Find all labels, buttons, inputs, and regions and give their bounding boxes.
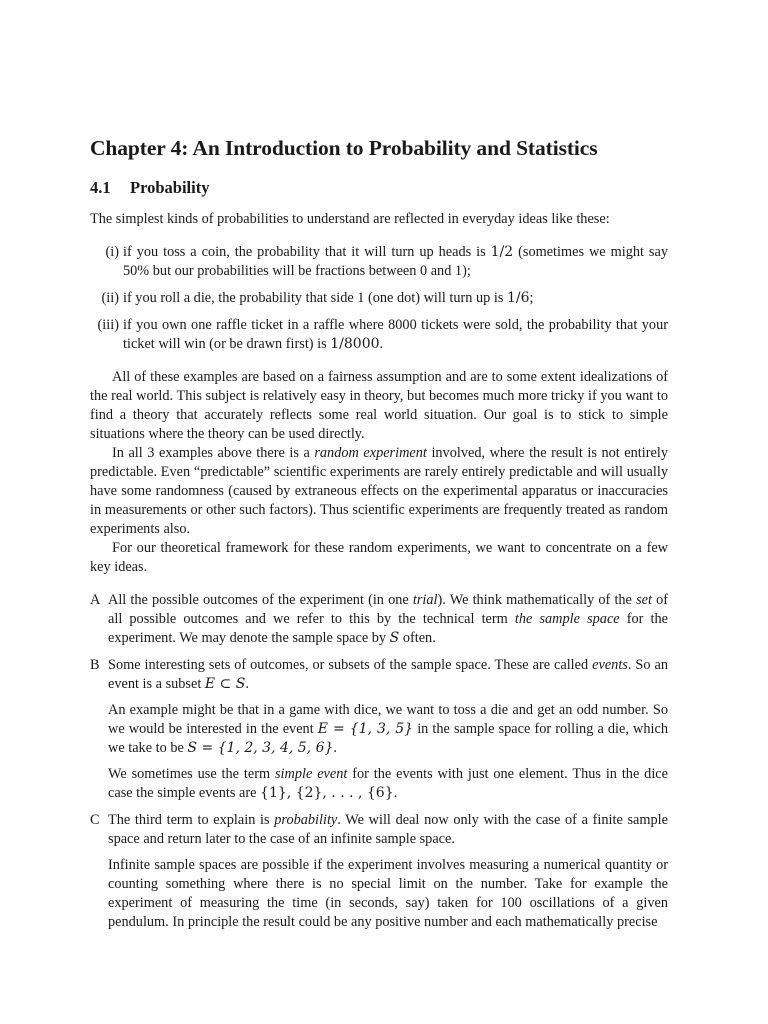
list-marker: (iii) (97, 317, 119, 333)
list-item (90, 243, 668, 281)
body-text (90, 210, 668, 940)
item-paragraph (108, 811, 668, 849)
emphasis-term: events (592, 657, 628, 673)
item-text: . (379, 336, 384, 352)
section-number: 4.1 (90, 178, 111, 197)
emphasis-term: probability (274, 812, 338, 828)
list-item (90, 289, 668, 308)
item-text: . (393, 785, 398, 801)
item-text: often. (399, 630, 436, 646)
section-heading (90, 178, 209, 198)
paragraph-framework: For our theoretical framework for these random experiments, we want to concentrate on a few key ideas. (90, 540, 668, 575)
item-text: An example might be that in a game with dice, we want to toss a die and get an odd number. So we would be interested in the event (108, 702, 668, 737)
list-item-a (90, 591, 668, 648)
item-text: . (245, 676, 249, 692)
item-text: We sometimes use the term (108, 766, 275, 782)
math-expression: S = {1, 2, 3, 4, 5, 6} (187, 740, 334, 756)
item-text: for the events with just one element. Thus in the dice case the simple events are (108, 766, 668, 801)
math-fraction: 1/8000 (330, 336, 380, 352)
item-text: in the sample space for rolling a die, which we take to be (108, 721, 668, 756)
math-expression: E = {1, 3, 5} (317, 721, 414, 737)
paragraph-fairness: All of these examples are based on a fairness assumption and are to some extent idealizations of the real world. This subject is relatively easy in theory, but becomes much more tricky if you want to find a theory that accurately reflects some real world situation. Our goal is to stick to simple situations where the theory can be used directly. (90, 369, 668, 442)
item-text: The third term to explain is (108, 812, 275, 828)
math-symbol: S (389, 630, 400, 646)
item-text: All the possible outcomes of the experiment (in one (108, 592, 413, 608)
item-text: for the experiment. We may denote the sample space by (108, 611, 668, 646)
item-text: ). We think mathematically of the (437, 592, 637, 608)
math-fraction: 1/2 (490, 244, 514, 260)
list-marker: (i) (105, 244, 119, 260)
list-marker: A (90, 592, 101, 608)
list-marker: B (90, 657, 100, 673)
item-text: . (333, 740, 337, 756)
emphasis-term: trial (412, 592, 438, 608)
paragraph-random-experiment (90, 444, 668, 539)
item-text: of all possible outcomes and we refer to this by the technical term (108, 592, 669, 627)
item-subparagraph (108, 765, 668, 803)
chapter-title: Chapter 4: An Introduction to Probability and Statistics (90, 136, 598, 160)
item-text: if you roll a die, the probability that side 1 (one dot) will turn up is (123, 290, 507, 306)
emphasis-term: random experiment (314, 445, 427, 461)
section-title: Probability (130, 178, 210, 197)
list-marker: C (90, 812, 100, 828)
item-text: if you own one raffle ticket in a raffle where 8000 tickets were sold, the probability that your ticket will win (or be drawn first) is (123, 317, 668, 352)
list-item-b (90, 656, 668, 803)
item-text: ; (529, 290, 534, 306)
list-marker: (ii) (101, 290, 119, 306)
emphasis-term: set (636, 592, 652, 608)
intro-paragraph: The simplest kinds of probabilities to understand are reflected in everyday ideas like these: (90, 211, 610, 227)
item-text: (sometimes we might say 50% but our probabilities will be fractions between 0 and 1); (123, 244, 668, 279)
item-subparagraph (108, 701, 668, 758)
list-item-c (90, 811, 668, 932)
examples-list (90, 243, 668, 354)
math-fraction: 1/6 (506, 290, 530, 306)
paragraph-text: In all 3 examples above there is a (112, 445, 315, 461)
emphasis-term: the sample space (514, 611, 620, 627)
math-expression: E ⊂ S (204, 676, 246, 692)
item-paragraph (108, 656, 668, 694)
emphasis-term: simple event (274, 766, 348, 782)
item-paragraph (108, 591, 668, 648)
paragraph-text: involved, where the result is not entirely predictable. Even “predictable” scientific experiments are rarely entirely predictable and will usually have some randomness (caused by extraneous effects on the experimental apparatus or inaccuracies in measurements or other such factors). Thus scientific experiments are frequently treated as random experiments also. (90, 445, 668, 537)
math-expression: {1}, {2}, . . . , {6} (260, 785, 394, 801)
item-text: Some interesting sets of outcomes, or subsets of the sample space. These are called (108, 657, 593, 673)
list-item (90, 316, 668, 354)
key-ideas-list (90, 591, 668, 932)
item-text: . We will deal now only with the case of a finite sample space and return later to the case of an infinite sample space. (108, 812, 668, 847)
item-text: if you toss a coin, the probability that it will turn up heads is (123, 244, 491, 260)
item-subparagraph: Infinite sample spaces are possible if the experiment involves measuring a numerical quantity or counting something where there is no special limit on the number. Take for example the experiment of measuring the time (in seconds, say) taken for 100 oscillations of a given pendulum. In principle the result could be any positive number and each mathematically precise (108, 857, 668, 930)
item-text: . So an event is a subset (108, 657, 668, 692)
